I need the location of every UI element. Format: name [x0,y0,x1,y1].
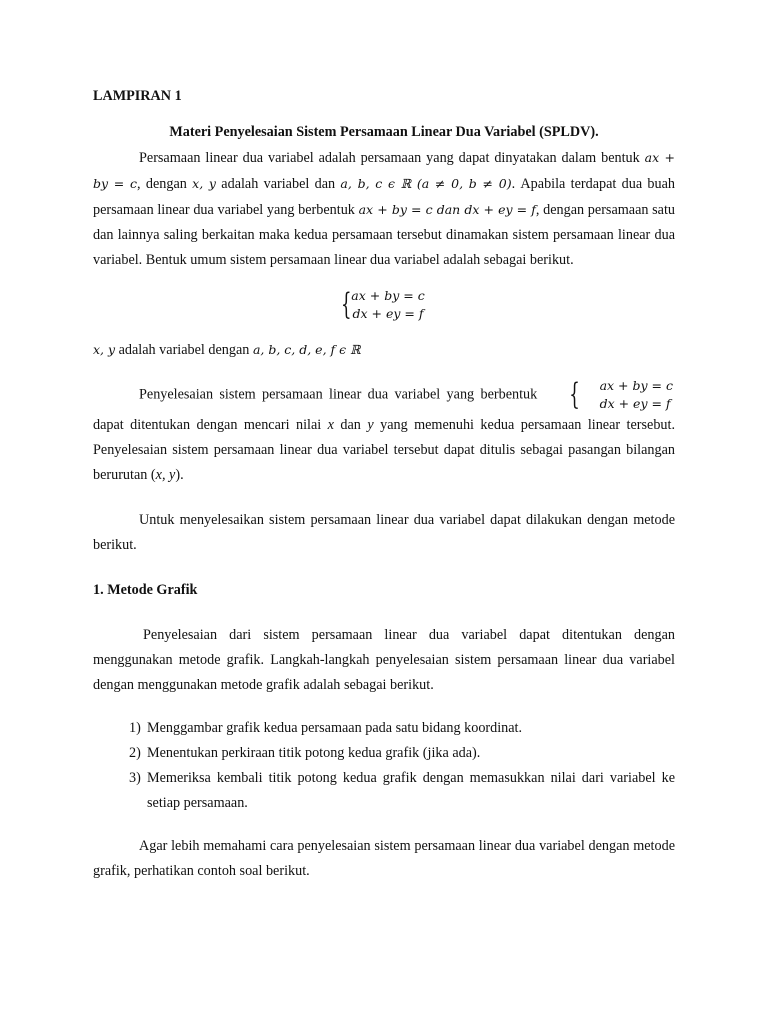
brace-icon: { [568,377,580,412]
text: dan [340,417,361,433]
system-equation-1: ax + by = c [599,378,673,393]
paragraph-grafik: Penyelesaian dari sistem persamaan linear dua variabel dapat ditentukan dengan menggunakan metode grafik. Langkah-langkah penyelesaian sistem persamaan linear dua variabel dengan menggunakan metode grafik adalah sebagai berikut. [93,627,675,693]
document-title: Materi Penyelesaian Sistem Persamaan Linear Dua Variabel (SPLDV). [169,124,599,140]
inline-equation-system [546,377,673,413]
system-equation-1: ax + by = c [351,288,425,303]
list-item [93,716,675,741]
text: Penyelesaian sistem persamaan linear dua variabel yang berbentuk [139,386,538,403]
text: yang memenuhi kedua persamaan linear tersebut. Penyelesaian sistem persamaan linear dua variabel tersebut dapat ditulis sebagai pasangan bilangan berurutan ( [93,417,676,483]
text: adalah variabel dan [221,176,336,192]
list-text: Menggambar grafik kedua persamaan pada satu bidang koordinat. [147,720,523,736]
list-number: 2) [129,745,141,761]
paragraph-solution [93,377,675,488]
system-equation-2: dx + ey = f [599,396,671,411]
list-text: Menentukan perkiraan titik potong kedua grafik (jika ada). [147,745,481,761]
text: adalah variabel dengan [118,342,250,358]
paragraph-methods: Untuk menyelesaikan sistem persamaan linear dua variabel dapat dilakukan dengan metode berikut. [93,512,675,553]
equation-system [343,287,424,323]
math-two-equations: ax + by = c dan dx + ey = f [358,202,536,217]
math-constants: a, b, c, d, e, f ϵ ℝ [252,342,361,357]
brace-icon: { [341,287,352,322]
list-number: 3) [129,770,141,786]
paragraph-example-intro: Agar lebih memahami cara penyelesaian sistem persamaan linear dua variabel dengan metode grafik, perhatikan contoh soal berikut. [93,838,675,879]
math-variables: x, y [93,342,116,357]
list-text: Memeriksa kembali titik potong kedua grafik dengan memasukkan nilai dari variabel ke setiap persamaan. [147,770,675,811]
list-item [93,741,675,766]
math-constants: a, b, c ϵ ℝ (a ≠ 0, b ≠ 0) [340,176,512,191]
paragraph-definition [93,145,675,273]
variables-line [93,337,675,363]
list-number: 1) [129,720,141,736]
system-block [93,287,675,323]
document-page [93,84,675,884]
math-pair: x, y [155,467,176,483]
steps-list [93,716,675,816]
math-variables: x, y [192,176,216,191]
math-y: y [367,417,374,433]
text: , dengan [137,176,187,192]
text: Persamaan linear dua variabel adalah persamaan yang dapat dinyatakan dalam bentuk [139,150,640,166]
math-x: x [327,417,334,433]
heading: LAMPIRAN 1 [93,88,182,104]
text: dapat ditentukan dengan mencari nilai [93,417,322,433]
system-equation-2: dx + ey = f [352,306,424,321]
math-equation: ax + by = c [93,150,676,191]
list-item [93,766,675,816]
section-heading-grafik: 1. Metode Grafik [93,582,198,598]
text: . Apabila terdapat dua buah persamaan linear dua variabel yang berbentuk [93,176,676,218]
text: , dengan persamaan satu dan lainnya saling berkaitan maka kedua persamaan tersebut dinamakan sistem persamaan linear dua variabel. Bentuk umum sistem persamaan linear dua variabel adalah sebagai berikut. [93,202,676,268]
text: ). [175,467,184,483]
